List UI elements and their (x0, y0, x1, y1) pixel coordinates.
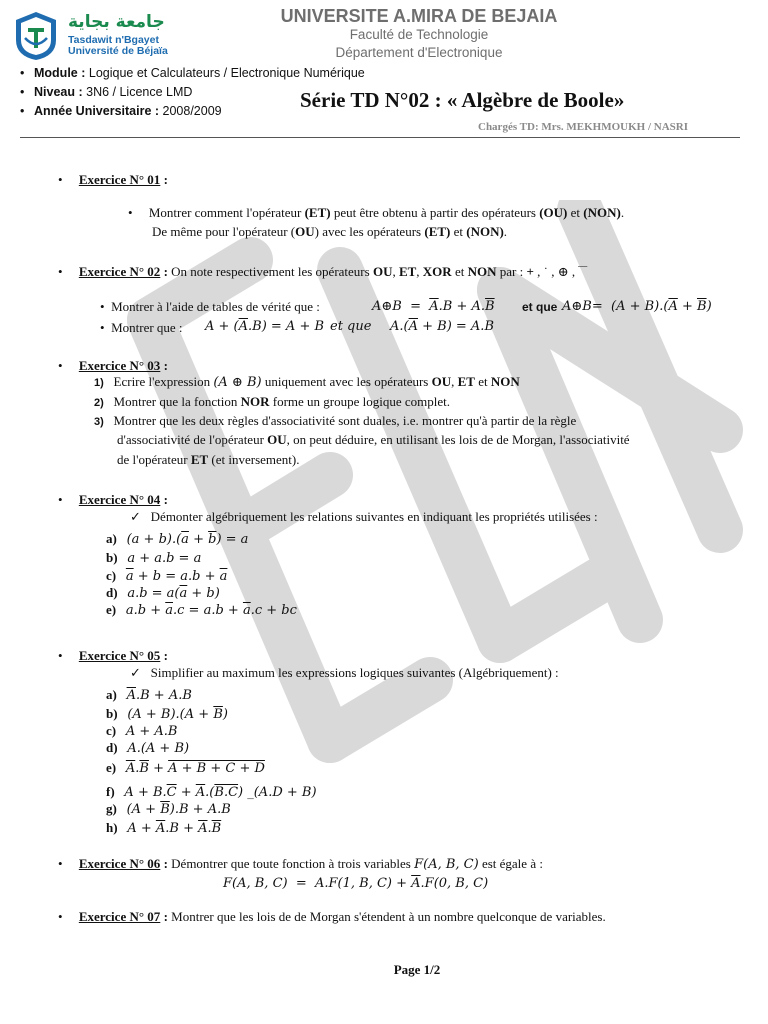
logo-arabic-text: جامعة بجاية (68, 12, 165, 32)
exercise-2-eq-absorption-2: $A.(\overline{A} + B) = A.B$ (390, 319, 494, 334)
exercise-3-heading: • Exercice N° 03 : (58, 358, 168, 373)
logo-berber-text: Tasdawit n'Bgayet (68, 34, 159, 46)
worksheet-title: Série TD N°02 : « Algèbre de Boole» (300, 88, 625, 112)
teachers-line: Chargés TD: Mrs. MEKHMOUKH / NASRI (478, 121, 689, 133)
exercise-5-item-g: g) $(A + \overline{B}).B + A.B$ (106, 801, 231, 817)
exercise-2-eq-absorption-1: $A + (\overline{A}.B) = A + B$ (205, 319, 325, 334)
exercise-7-heading: • Exercice N° 07 : Montrer que les lois de de Morgan s'étendent à un nombre quelconque de variables. (58, 909, 606, 924)
faculty-name: Faculté de Technologie (349, 27, 489, 42)
exercise-4-item-e: e) $a.b + \overline{a}.c = a.b + \overline{a}.c$ + bc (106, 602, 297, 618)
info-level: • Niveau : 3N6 / Licence LMD (20, 85, 193, 99)
exercise-2-heading: • Exercice N° 02 : On note respectivement les opérateurs OU, ET, XOR et NON par : + , ˙ , ⊕ , ‾‾ (58, 264, 588, 279)
exercise-5-item-c: c) A + A.B (106, 723, 178, 739)
page-number: Page 1/2 (393, 962, 441, 977)
exercise-5-item-f: f) $A + B.\overline{C} + \overline{A}.(B.C)$ _(A.D + B) (106, 784, 317, 800)
exercise-5-item-a: a) $\overline{A}.B + A.B$ (106, 687, 192, 703)
exercise-5-item-h: h) $A + \overline{A}.B + \overline{A}.\overline{B}$ (106, 820, 222, 836)
exercise-4-item-a: a) $(a + b).(\overline{a} + \overline{b}) = a$ (106, 531, 249, 547)
exercise-2-eq-xor-2: A⊕B= $(A + B).(\overline{A} + \overline{B})$ (562, 299, 712, 314)
exercise-5-instruction: ✓ Simplifier au maximum les expressions logiques suivantes (Algébriquement) : (130, 665, 559, 680)
exercise-1-line-2: De même pour l'opérateur (OU) avec les opérateurs (ET) et (NON). (152, 224, 508, 239)
checkmark-icon: ✓ (130, 665, 141, 680)
exercise-2-eq-xor-1: A⊕B = $\overline{A}.B + A.\overline{B}$ (372, 299, 495, 314)
exercise-5-item-e: e) $\overline{A}.\overline{B} + A + B + C + D$ (106, 760, 265, 776)
exercise-1-heading: • Exercice N° 01 : (58, 172, 168, 187)
exercise-3-item-2: 2) Montrer que la fonction NOR forme un groupe logique complet. (94, 394, 451, 409)
exercise-3-item-3-line-2: d'associativité de l'opérateur OU, on peut déduire, en utilisant les lois de de Morgan, l'associativité (117, 432, 630, 447)
exercise-1-line-1: • Montrer comment l'opérateur (ET) peut être obtenu à partir des opérateurs (OU) et (NON). (128, 205, 625, 220)
exercise-2-and-2: et que (330, 319, 372, 334)
exercise-5-item-b: b) $(A + B).(A + \overline{B})$ (106, 706, 228, 722)
exercise-6-equation: F(A, B, C) = A.F(1, B, $C) + \overline{A}.F(0$, B, C) (223, 876, 489, 891)
exercise-4-item-b: b) a + a.b = a (106, 550, 202, 566)
exercise-3-item-3: 3) Montrer que les deux règles d'associativité sont duales, i.e. montrer qu'à partir de la règle (94, 413, 577, 428)
logo-french-text: Université de Béjaïa (68, 45, 168, 57)
exercise-4-item-c: c) $\overline{a} + b = a.b + \overline{a}$ (106, 568, 228, 584)
exercise-3-item-1: 1) Ecrire l'expression (A ⊕ B) uniquement avec les opérateurs OU, ET et NON (94, 374, 520, 390)
exercise-5-heading: • Exercice N° 05 : (58, 648, 168, 663)
department-name: Département d'Electronique (335, 45, 503, 60)
exercise-4-heading: • Exercice N° 04 : (58, 492, 168, 507)
exercise-4-instruction: ✓ Démonter algébriquement les relations suivantes en indiquant les propriétés utilisées : (130, 509, 598, 524)
checkmark-icon: ✓ (130, 509, 141, 524)
exercise-6-heading: • Exercice N° 06 : Démontrer que toute fonction à trois variables F(A, B, C) est égale à : (58, 856, 543, 872)
university-name: UNIVERSITE A.MIRA DE BEJAIA (280, 6, 558, 26)
header-rule (20, 137, 740, 138)
info-year: • Année Universitaire : 2008/2009 (20, 104, 222, 118)
exercise-3-item-3-line-3: de l'opérateur ET (et inversement). (117, 452, 300, 467)
exercise-5-item-d: d) A.(A + B) (106, 740, 190, 756)
exercise-4-item-d: d) $a.b = a(\overline{a} + b)$ (106, 585, 220, 601)
exercise-2-bullet-2: • Montrer que : (100, 320, 183, 335)
exercise-2-and-1: et que (522, 300, 558, 314)
exercise-2-bullet-1: • Montrer à l'aide de tables de vérité que : (100, 299, 320, 314)
info-module: • Module : Logique et Calculateurs / Electronique Numérique (20, 66, 365, 80)
